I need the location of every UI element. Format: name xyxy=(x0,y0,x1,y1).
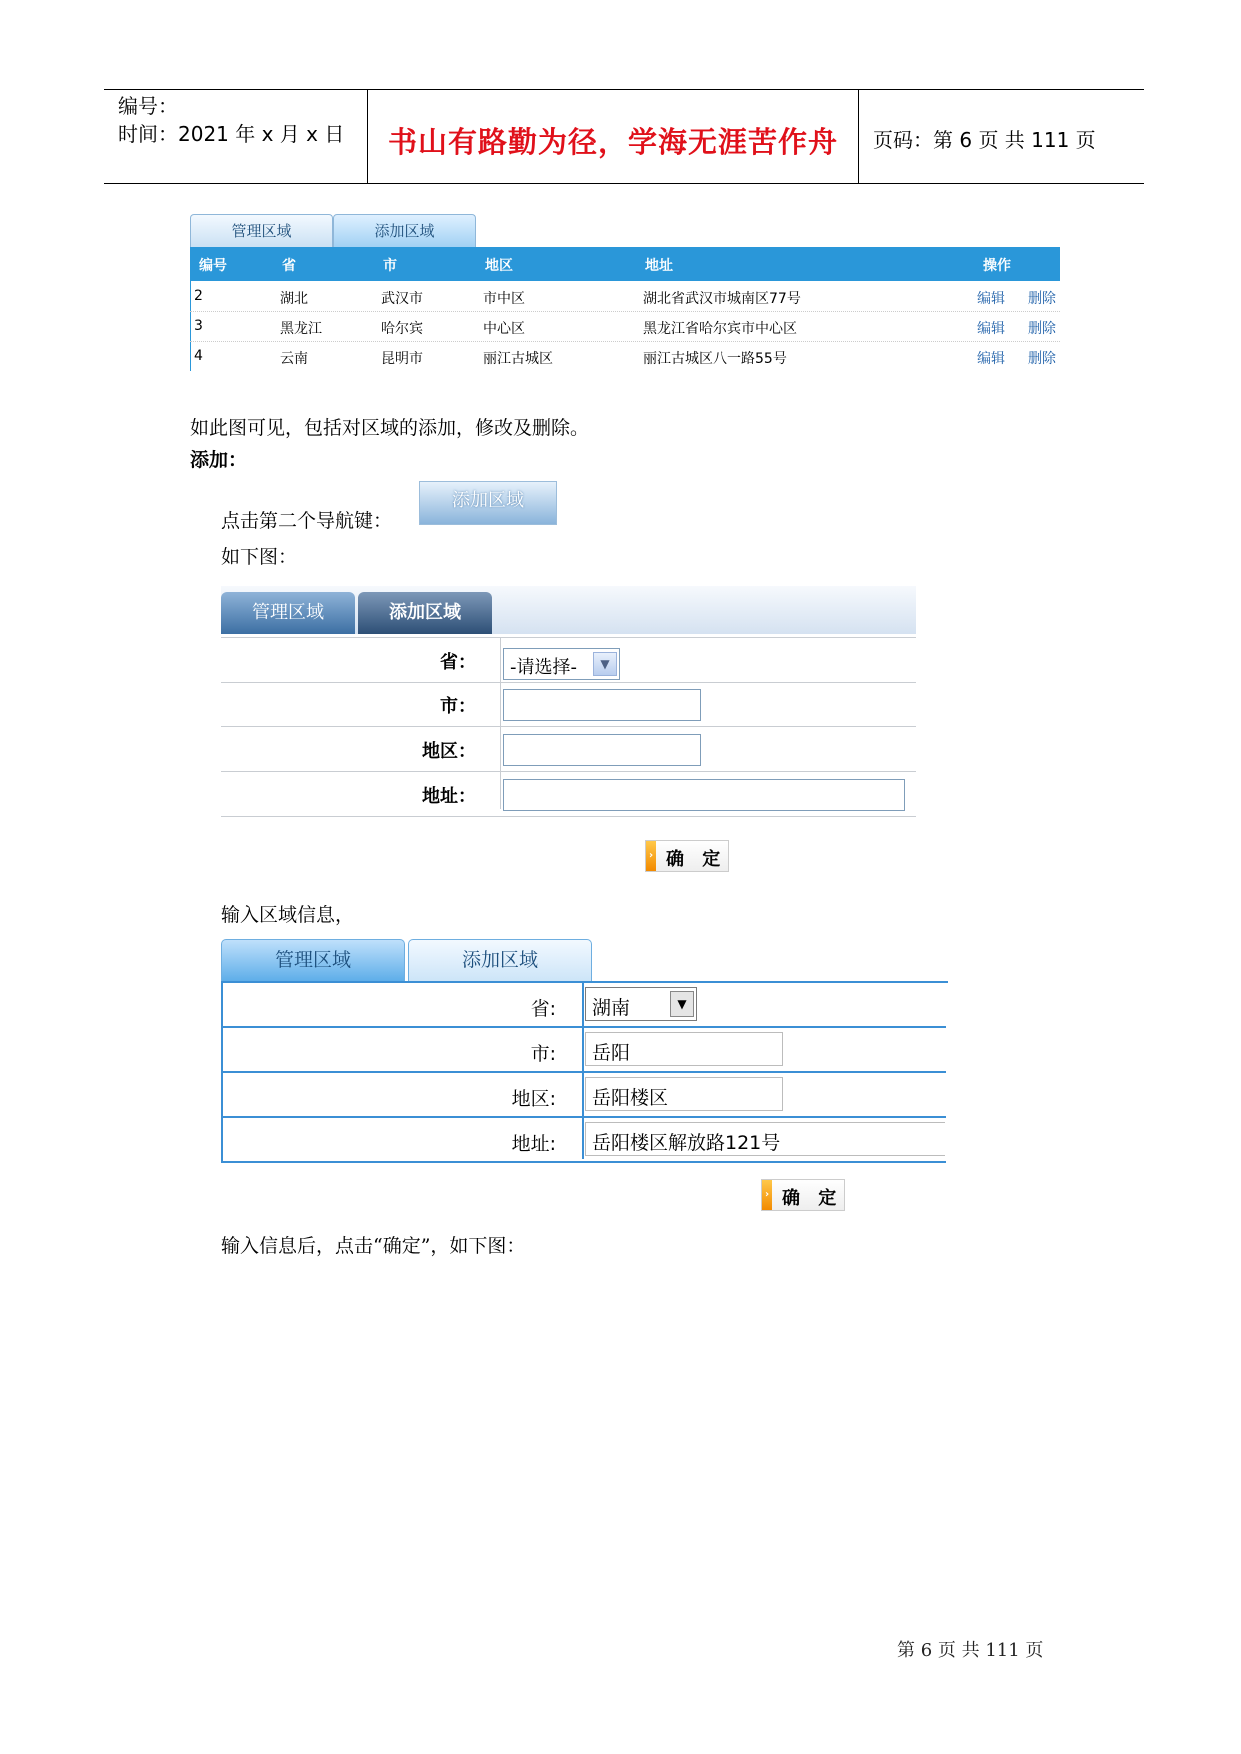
paragraph-click-nav: 点击第二个导航键： xyxy=(221,510,393,532)
col-actions: 操作 xyxy=(983,258,1011,274)
header-right-cell xyxy=(859,90,1144,183)
province-label: 省： xyxy=(440,652,476,673)
chevron-down-icon[interactable]: ▼ xyxy=(670,991,694,1017)
district-label: 地区： xyxy=(422,741,476,762)
page-info: 页码：第 6 页 共 111 页 xyxy=(873,128,1096,152)
cell-id: 3 xyxy=(194,318,203,334)
district-input[interactable] xyxy=(585,1077,783,1111)
select-value: 湖南 xyxy=(592,997,631,1019)
delete-link[interactable]: 删除 xyxy=(1028,291,1056,307)
cell-id: 2 xyxy=(194,288,203,304)
cell-address: 丽江古城区八一路55号 xyxy=(643,351,787,367)
ok-button[interactable] xyxy=(761,1179,845,1211)
tab-add-area[interactable]: 添加区域 xyxy=(408,939,592,981)
header-left-cell xyxy=(104,90,368,183)
address-label: 地址: xyxy=(511,1133,556,1155)
page-footer: 第 6 页 共 111 页 xyxy=(897,1640,1044,1661)
tab-manage-area[interactable]: 管理区域 xyxy=(221,939,405,981)
table-header xyxy=(190,247,1060,281)
delete-link[interactable]: 删除 xyxy=(1028,321,1056,337)
ok-label: 确 定 xyxy=(782,1188,843,1209)
time-label: 时间：2021 年 x 月 x 日 xyxy=(118,122,345,146)
tab-manage-area[interactable]: 管理区域 xyxy=(221,592,355,634)
motto: 书山有路勤为径，学海无涯苦作舟 xyxy=(387,125,838,159)
district-label: 地区: xyxy=(511,1088,556,1110)
col-province: 省 xyxy=(282,258,296,274)
province-select[interactable] xyxy=(503,648,620,680)
form-row-district xyxy=(221,1073,946,1118)
district-input[interactable] xyxy=(503,734,701,766)
number-label: 编号： xyxy=(118,94,178,118)
province-label: 省: xyxy=(530,998,556,1020)
form-row-address xyxy=(221,772,916,817)
tab-add-area[interactable]: 添加区域 xyxy=(358,592,492,634)
edit-link[interactable]: 编辑 xyxy=(977,291,1005,307)
form-row-address xyxy=(221,1118,946,1163)
ok-button[interactable] xyxy=(645,840,729,872)
cell-city: 武汉市 xyxy=(381,291,423,307)
cell-address: 黑龙江省哈尔宾市中心区 xyxy=(643,321,797,337)
paragraph-enter-info: 输入区域信息， xyxy=(221,904,355,926)
add-heading: 添加： xyxy=(190,449,248,471)
city-input[interactable] xyxy=(503,689,701,721)
form-row-city xyxy=(221,1028,946,1073)
select-value: -请选择- xyxy=(510,657,577,678)
arrow-icon: › xyxy=(762,1180,772,1210)
address-label: 地址： xyxy=(422,786,476,807)
tab-manage-area[interactable]: 管理区域 xyxy=(190,214,333,248)
address-value: 岳阳楼区解放路121号 xyxy=(592,1132,781,1154)
cell-province: 湖北 xyxy=(280,291,308,307)
paragraph-intro: 如此图可见，包括对区域的添加，修改及删除。 xyxy=(190,417,590,439)
add-area-nav-button[interactable]: 添加区域 xyxy=(419,481,557,525)
col-id: 编号 xyxy=(199,258,227,274)
address-input[interactable] xyxy=(503,779,905,811)
edit-link[interactable]: 编辑 xyxy=(977,351,1005,367)
edit-link[interactable]: 编辑 xyxy=(977,321,1005,337)
cell-city: 昆明市 xyxy=(381,351,423,367)
form-row-city xyxy=(221,682,916,727)
form-row-province xyxy=(221,983,946,1028)
cell-city: 哈尔宾 xyxy=(381,321,423,337)
province-select[interactable] xyxy=(585,987,697,1021)
arrow-icon: › xyxy=(646,841,656,871)
table-row xyxy=(190,281,1060,312)
paragraph-as-below: 如下图： xyxy=(221,546,298,568)
document-header xyxy=(104,89,1144,184)
tab-add-area[interactable]: 添加区域 xyxy=(333,214,476,248)
filled-form-screenshot xyxy=(221,939,946,1159)
add-area-form-screenshot xyxy=(221,586,916,876)
header-middle-cell xyxy=(368,90,859,183)
city-input[interactable] xyxy=(585,1032,783,1066)
delete-link[interactable]: 删除 xyxy=(1028,351,1056,367)
form-row-district xyxy=(221,727,916,772)
col-address: 地址 xyxy=(645,258,673,274)
table-row xyxy=(190,311,1060,342)
cell-district: 中心区 xyxy=(483,321,525,337)
cell-district: 市中区 xyxy=(483,291,525,307)
ok-label: 确 定 xyxy=(666,849,727,870)
city-label: 市: xyxy=(530,1043,556,1065)
cell-province: 黑龙江 xyxy=(280,321,322,337)
col-district: 地区 xyxy=(485,258,513,274)
col-city: 市 xyxy=(383,258,397,274)
city-label: 市： xyxy=(440,696,476,717)
cell-district: 丽江古城区 xyxy=(483,351,553,367)
cell-province: 云南 xyxy=(280,351,308,367)
cell-address: 湖北省武汉市城南区77号 xyxy=(643,291,801,307)
area-list-screenshot xyxy=(190,214,1060,374)
address-input[interactable] xyxy=(585,1122,945,1156)
cell-id: 4 xyxy=(194,348,203,364)
table-row xyxy=(190,341,1060,371)
form-row-province xyxy=(221,637,916,683)
city-value: 岳阳 xyxy=(592,1042,631,1064)
district-value: 岳阳楼区 xyxy=(592,1087,669,1109)
chevron-down-icon[interactable]: ▼ xyxy=(593,652,617,676)
paragraph-after-input: 输入信息后，点击“确定”，如下图： xyxy=(221,1235,526,1257)
